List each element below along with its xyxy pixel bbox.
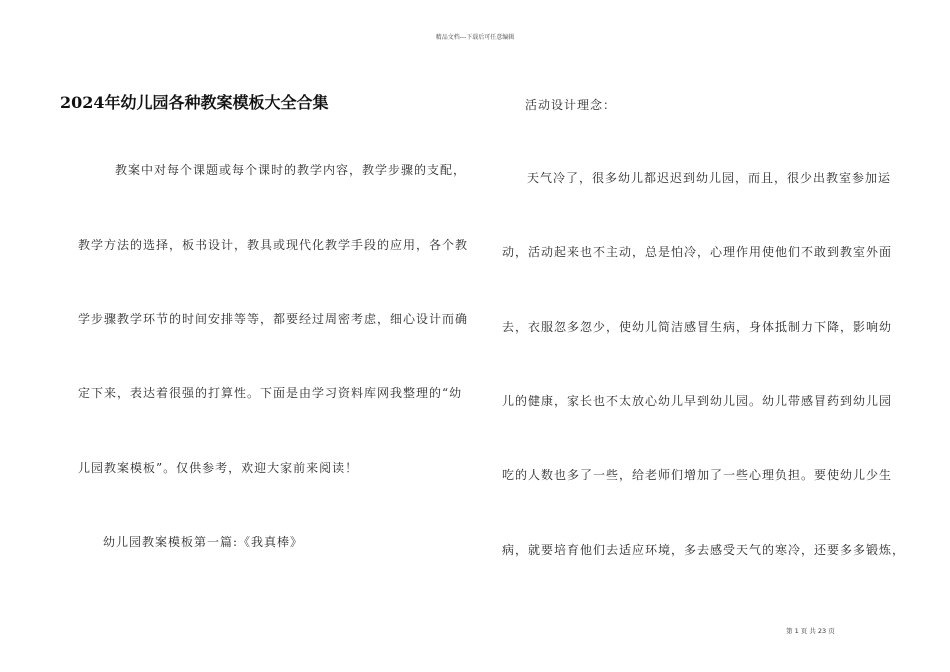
left-paragraph-line: 教学方法的选择，板书设计，教具或现代化教学手段的应用，各个教 [78,238,469,252]
right-paragraph-line: 去，衣服忽多忽少，使幼儿简洁感冒生病，身体抵制力下降，影响幼 [502,320,893,334]
right-paragraph-line: 儿的健康，家长也不太放心幼儿早到幼儿园。幼儿带感冒药到幼儿园 [502,394,893,408]
section-heading: 幼儿园教案模板第一篇:《我真棒》 [103,535,304,549]
left-paragraph-line: 儿园教案模板”。仅供参考，欢迎大家前来阅读！ [78,461,359,475]
left-paragraph-line: 学步骤教学环节的时间安排等等，都要经过周密考虑，细心设计而确 [78,312,469,326]
page-number: 第 1 页 共 23 页 [786,627,835,635]
left-paragraph-line: 教案中对每个课题或每个课时的教学内容，教学步骤的支配， [115,163,467,177]
right-paragraph-line: 动，活动起来也不主动，总是怕冷，心理作用使他们不敢到教室外面 [502,245,893,259]
document-title: 2024年幼儿园各种教案模板大全合集 [60,93,329,112]
right-section-label: 活动设计理念： [525,98,617,112]
right-paragraph-line: 病，就要培育他们去适应环境，多去感受天气的寒冷，还要多多锻炼， [502,543,906,557]
left-paragraph-line: 定下来，表达着很强的打算性。下面是由学习资料库网我整理的“幼 [78,386,463,400]
header-note: 精品文档---下载后可任意编辑 [435,34,515,41]
right-paragraph-line: 天气冷了，很多幼儿都迟迟到幼儿园，而且，很少出教室参加运 [527,171,892,185]
right-paragraph-line: 吃的人数也多了一些，给老师们增加了一些心理负担。要使幼儿少生 [502,468,893,482]
